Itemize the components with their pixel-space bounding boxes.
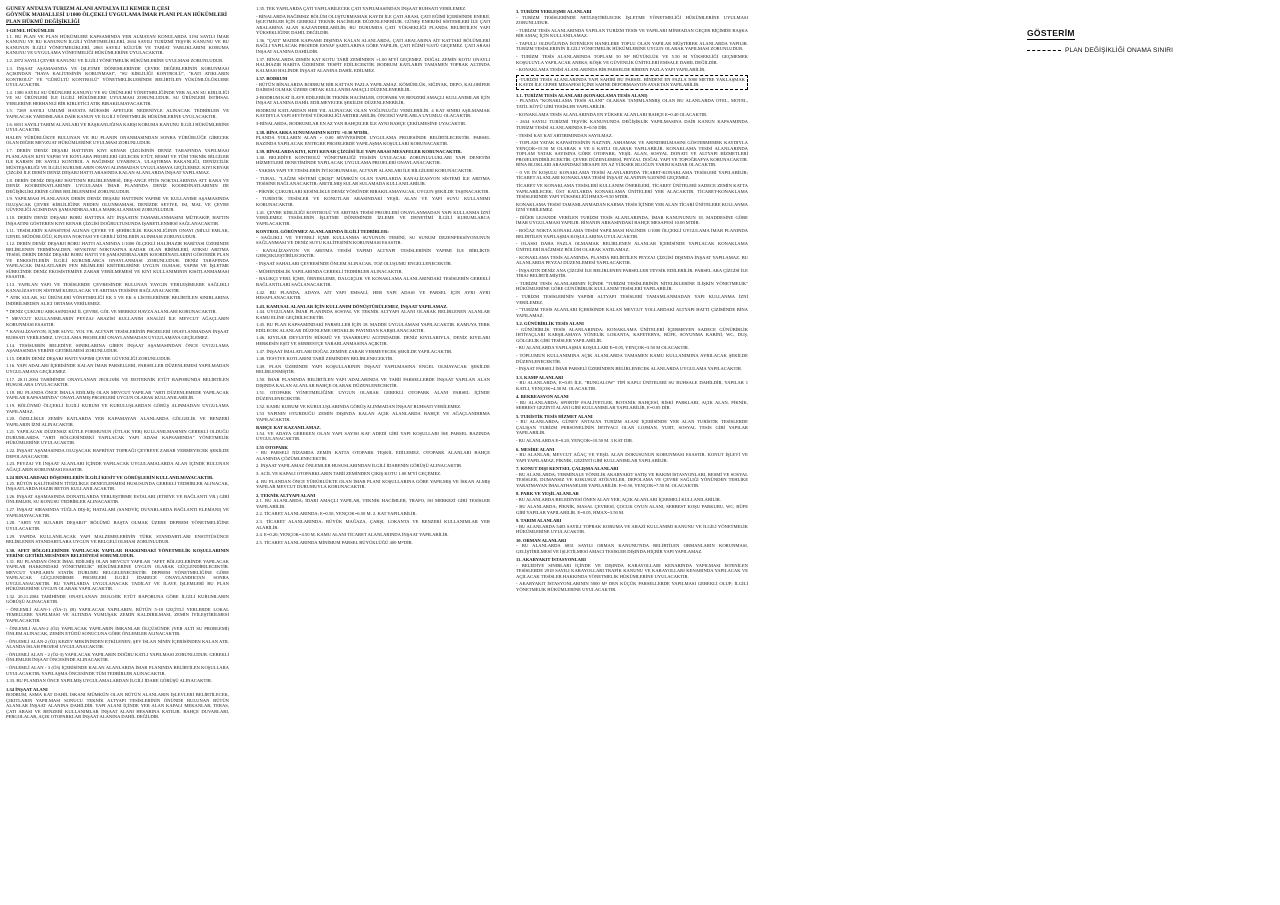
section-heading: BAHÇE KAT KAZANILAMAZ. [256,425,321,431]
clause-paragraph: 1.28. "ARTI VE SULARIN DEŞARJI" BÖLÜMÜ BAŞTA OLMAK ÜZERE DEPREM YÖNETMELİĞİNE UYULACAKTIR. [6,520,229,531]
clause-paragraph: 1.32. 20.11.2004 TARİHİNDE ONAYLANAN JEOLOJİK ETÜT RAPORUNA GÖRE İLGİLİ KURUMLARIN GÖRÜŞÜ ALINACAKTIR. [6,593,229,605]
clause-paragraph: - SAĞLIKLI VE YETERLİ İÇME KULLANMA SUYUNUN TEMİNİ, SU SUNUM DEZENFEKSİYONUNUN SAĞLANMASI VE DENİZ SUYU KALİTESİNİN KORUNMASI ESASTIR. [256,234,490,246]
column-2 [256,6,490,899]
clause-paragraph: - BELEDİYE SINIRLARI İÇİNDE VE DIŞINDA KARAYOLLARI KENARINDA YAPILMASI İSTENİLEN TESİSLERDE 2918 SAYILI KARAYOLLARI TRAFİK KANUNU VE KARAYOLLARI KENARINDA YAPILACAK VE AÇILACAK TESİSLER HAKKINDA YÖNETMELİK HÜKÜMLERİNE UYULACAKTIR. [516,562,748,579]
clause-paragraph: - TAPULU OLDUĞUNDA İSTENİLEN HANELERE TOPLU OLAN YAPILAR MÜŞTEREK ALANLARDA YAPILIR. TURİZM TESİSLERİNİN İLGİLİ YÖNETMELİK HÜKÜMLERİNE UYGUN OLARAK YAPILMASI ZORUNLUDUR. [516,40,748,52]
clause-paragraph: 2-BODRUM KAT İLAVE EDİLEBİLİR TEKNİK HACİMLER, OTOPARK VE BENZERİ AMAÇLI KULLANIMLAR İÇİN İNŞAAT ALANINA DAHİL EDİLMEYECEK ŞEKİLDE DÜZENLENEBİLİR. [256,94,490,106]
clause-paragraph: * DENİZ ÇUKURU ARKASINDAKİ İL ÇEVRE, GÖL VE MERKEZ HAVZA ALANLARI KORUNACAKTIR. [6,308,217,314]
clause-paragraph: - ÖNLEMLİ ALAN-2 (Ö2) KEZEY MEKİNİNDEN ETKİLENEN, ŞEV İSLAN NİNİN İÇERİSİNDEN KALAN ATIL ALANDA İSLAH PROJESİ UYGULANACAKTIR. [6,638,229,650]
section-heading: 1.34 İNŞAAT ALANI [6,686,48,692]
clause-paragraph: BODRUM KATLARDAN HER YIL ALINACAK OLAN YOĞUNLUĞU VERİLEBİLİR. 4 KAT SINIRI AŞILMAMAK KAYDIYLA YAPI SEVİYESİ YÜKSEKLİĞİ ARTIRILABİLİR; ÖNCEKİ YAPILARLA UYUMLU OLACAKTIR. [256,107,490,119]
legend-item [1027,47,1277,54]
clause-paragraph: 2.2. TİCARET ALANLARINDA; E=0.50, YENÇOK=6.50 M. 2. KAT YAPILABİLİR. [256,511,417,517]
column-3-body [516,9,748,592]
clause-paragraph: 1.36. "ÇATI" MADDE KAPSAMI DIŞINDA KALAN ALANLARDA, ÇATI ARALARINA AİT KATTAKİ BÖLÜMLERİ BAĞLI YAPILACAK PROJEDE ESNAF ŞARTLARINA GÖRE YAPILIR, ÇATI EĞİMİ %33'Ü GEÇEMEZ. ÇATI ARASI İNŞAAT ALANINA DAHİLDİR. [256,37,490,54]
clause-paragraph: 1.21. YAPILACAK DÜZENSIZ KÜTLE FORMUNUN (ÜTLAK YER) KULLANILMASININ GEREKLİ OLDUĞU DURUMLARDA "ARTI BÖLGESİNDEKİ YAPILACAK YAPI ADASI KAPSAMINDA" YÖNETMELİK HÜKÜMLERİNE UYULACAKTIR. [6,429,229,446]
clause-paragraph: BODRUM, ASMA KAT DAHİL İSKANI MÜMKÜN OLAN BÜTÜN ALANLARIN İŞLEVLERİ BELİRTİLECEK, ÇIKITLARIN YAPILMASI SONUCU TEKNİK ALTYAPI TESİSLERİNİN ÖNÜNDE BULUNAN BÜTÜN ALANLAR İNŞAAT ALANINA DAHİLDİR. YAPI ALANI İÇİNDE YER ALAN KAPALI MEKANLAR, TERAS, ÇATI ARASI VE BENZERİ KULLANIMLAR İNŞAAT ALANI HESABINA KATILIR. BAHÇE DUVARLARI, PERGOLALAR, AÇIK OTOPARKLAR İNŞAAT ALANINA DAHİL DEĞİLDİR. [6,692,229,720]
clause-paragraph: 1.27. İNŞAAT SIRASINDA TÜĞLA DIŞ-İÇ HATALARI (SANDVİÇ DUVARLARDA BAĞLANTI ELEMANI) VE YAPILMAYACAKTIR. [6,507,229,518]
section-heading: 4. REKREASYON ALANI [516,394,569,400]
section-heading: 1.30. AFET BÖLGELERİNDE YAPILACAK YAPILAR HAKKINDAKİ YÖNETMELİK KOŞULLARININ YERİNE GETİRİLMESİNDEN BELEDİYESİ SORUMLUDUR. [6,547,229,559]
clause-paragraph: 4. BU PLANDAN ÖNCE YÜRÜRLÜKTE OLAN İMAR PLANI KOŞULLARINA GÖRE YAPILMIŞ VE İSKAN ALMIŞ YAPILAR MEVCUT DURUMUYLA KORUNACAKTIR. [256,478,490,490]
clause-paragraph: - BU ALANLARDA YAPILAŞMA KOŞULLARI E=0.05, YENÇOK=3.50 M OLACAKTIR. [516,345,690,351]
clause-paragraph: - BU ALANLARDA E=0.20, YENÇOK=10.50 M. 3 KAT DIR. [516,438,634,443]
clause-paragraph: 2.4. E=0.20; YENÇOK=4.50 M. KAMU ALANI TİCARET ALANLARINDA İNŞAAT YAPILABİLİR. [256,532,449,538]
clause-paragraph: 1.35. TEK YAPILARDA ÇATI YAPILABİLECEK ÇATI YAPILMASINDAN İNŞAAT RUHSATI VERİLEMEZ. [256,6,467,11]
clause-paragraph: KONAKLAMA TESİSİ TAMAMLANMADAN KARMA TESİS İÇİNDE YER ALAN TİCARİ ÜNİTELERE KULLANMA İZNİ VERİLEMEZ. [516,201,748,213]
section-heading: 1.39. BİNALARDA KIYI, KIYI KENAR ÇİZGİSİ İLE YAPI ARASI MESAFELER KORUNACAKTIR. [256,149,462,155]
doc-title-line2: GÖYNÜK MAHALLESİ 1/1000 ÖLÇEKLİ UYGULAMA İMAR PLANI PLAN HÜKÜMLERİ [6,12,228,19]
clause-paragraph: 3. ACİL VE KAPALI OTOPARKLARIN TABİİ ZEMİNDEN ÇIKIŞ KOTU 1.00 M'Yİ GEÇEMEZ. [256,471,442,477]
clause-paragraph: 1.2. 2872 SAYILI ÇEVRE KANUNU VE İLGİLİ YÖNETMELİK HÜKÜMLERİNE UYULMASI ZORUNLUDUR. [6,57,224,63]
clause-paragraph: - TURİZM TESİS ALANLARININ İÇİNDE "TURİZM TESİSLERİNİN NİTELİKLERİNE İLİŞKİN YÖNETMELİK" HÜKÜMLERİNE GÖRE GÜNÜBİRLİK KULLANIM TESİSLERİ YAPILABİLİR. [516,280,748,292]
clause-paragraph: 1.50. İMAR PLANINDA BELİRTİLEN YAPI ADALARINDA VE TABİİ PARSELLERDE İNŞAAT YAPILAN ALAN DIŞINDA KALAN ALANLAR BAHÇE OLARAK DÜZENLENECEKTİR. [256,377,490,388]
clause-paragraph: 1.13. YAPILAN YAPI VE TESİSLERDE ÇEVRESİNDE BULUNAN YAYGIN YERLEŞİMLERE SAĞLIKLI KANALİZASYON SİSTEMİ KURULACAK VE ARITMA TESİSİNE BAĞLANACAKTIR. [6,282,229,293]
clause-paragraph: 3-BİNALARDA, BODRUMLAR EN AZ YAN BAHÇELER İLE AYNI BAHÇE ÇEKİLMESİNE UYACAKTIR. [256,121,467,127]
clause-paragraph: - PİKNİK ÇUKURLARI KESİNLİKLE DENİZ YÖNÜNDE BIRAKILAMAYACAK, UYGUN ŞEKİLDE TAŞINACAKTIR. [256,188,490,194]
clause-paragraph: 1.18. BU PLANDA ÖNCE İMALA EDİLMİŞ OLAN MEVCUT YAPILAR "ARTI DÜZENLEMEDE YAPILACAK YAPILAR KAPSAMINDA" ONAYLANMIŞ PROJELERİ UYGUN OLARAK KULLANILABİLİR. [6,389,229,401]
clause-paragraph: 2.3. TİCARET ALANLARINDA; BÜYÜK MAĞAZA, ÇARŞI, LOKANTA VE BENZERİ KULLANIMLAR YER ALABİLİR. [256,519,490,530]
section-heading: 7. KONUT DIŞI KENTSEL ÇALIŞMA ALANLARI [516,466,619,471]
clause-paragraph: - BU ALANLARDA, E=0.05 İLE, "BUNGALOW" TİPİ KAPLI ÜNİTELERİ SU RUHSALE DAHİLDİR, YAPILAR 1 KATLI, YENÇOK=4.50 M. OLACAKTIR. [516,380,748,391]
clause-paragraph: - 2634 SAYILI TURİZMİ TEŞVİK KANUNUNDA DEĞİŞİKLİK YAPILMASINA DAİR KANUN KAPSAMINDA TURİZM TESİSİ ALANLARINDA E=0.50 DİR. [516,119,748,130]
clause-paragraph: - BU ALANLARDA; SPORTİF FAALİYETLER, BOTANİK BAHÇESİ, RİSKİ PARKLARI, AÇIK ALAN, PİKNİK, SERBEST GEZİNTİ ALANI GİBİ KULLANIMLAR YAPILABİLİR, E=0.05 DİR. [516,399,748,411]
clause-paragraph: 1.10. DERİN DENİZ DEŞARJ BORU HATTINA AİT İNŞAATIN TAMAMLANMASINI MÜTEAKİP, HATTIN İNŞAATINI GÖSTEREN KIYI KENAR ÇİZGİSİ DOĞRULTUSUNDA İŞARETLENMESİ SAĞLANACAKTIR. [6,215,229,226]
legend-title: GÖSTERİM [1027,28,1075,38]
clause-paragraph: - KONAKLAMA TESİS ALANINDA, PLANDA BELİRTİLEN PEYZAJ ÇİZGİSİ DIŞINDA İNŞAAT YAPILAMAZ. BU ALANLARDA PEYZAJ DÜZENLEMESİ YAPILACAKTIR. [516,254,748,265]
clause-paragraph: - BİNALARDA BAĞIMSIZ BÖLÜM OLUŞTURMAMAK KAYDI İLE ÇATI ARASI, ÇATI EĞİMİ İÇERİSİNDE ENERJİ, İŞLETMELER İÇİN GEREKLİ TEKNİK HACİMLER DÜZENLENEBİLİR. GÜNEŞ ENERJİSİ SİSTEMLERİ İLE ÇATI ARALARINA ALAN KAZANDIRILABİLİR; BU DURUMDA ÇATI YÜKSEKLİĞİ PLANDA BELİRTİLEN YAPI YÜKSEKLİĞİNE DAHİL DEĞİLDİR. [256,13,490,36]
clause-paragraph: 1.29. YAPIDA KULLANILACAK YAPI MALZEMELERİNİN TÜRK STANDARTLARI ENSTİTÜSÜNCE BELİRLENEN STANDARTLARA UYGUN VE BELGELİ OLMASI ZORUNLUDUR. [6,533,229,545]
clause-paragraph: - MÜHENDİSLİK YAPILARINDA GEREKLİ TEDBİRLER ALINACAKTIR. [256,268,403,274]
clause-paragraph: - İNŞAATIN DENİZ ANA ÇİZGİSİ İLE BELİRLENEN PARSELLER TEVSİK EDİLEBİLİR. PARSEL ARA ÇİZGİSİ İLE TİRAJ BELİRTİLMİŞTİR. [516,267,748,279]
clause-paragraph: 1.1. BU PLAN VE PLAN HÜKÜMLERİ KAPSAMINDA YER ALMAYAN KONULARDA 3194 SAYILI İMAR KANUNU VE BU KANUNUN İLGİLİ YÖNETMELİKLERİ, 2634 SAYILI TURİZMİ TEŞVİK KANUNU VE BU KANUNUN İLGİLİ YÖNETMELİKLERİ, 2863 SAYILI KÜLTÜR VE TABİAT VARLIKLARINI KORUMA KANUNU VE UYGULAMA YÖNETMELİĞİ HÜKÜMLERİNE UYULACAKTIR. [6,33,229,56]
amended-clause: -TURİZM TESİS ALANLARINDA YAPI SAHİBİ BU PARSEL HİNDENİ EN FAZLA 5000 METRE YAKLAŞMAK KAYDI İLE CEPHE MESAFESİ İÇİNE SAHNE DEFORMASYON AYAKTAN YAPILABİLİR. [516,75,748,90]
clause-paragraph: 1.5. 7269 SAYILI UMUMİ HAYATA MÜESSİR AFETLER NEDENİYLE ALINACAK TEDBİRLER VE YAPILACAK YARDIMLARA DAİR KANUN VE İLGİLİ YÖNETMELİK HÜKÜMLERİNE UYULACAKTIR. [6,108,229,119]
clause-paragraph: 1.45. BU PLAN KAPSAMINDAKİ PARSELLER İÇİN 18. MADDE UYGULAMASI YAPILACAKTIR. KAMUYA TERK EDİLECEK ALANLAR DÜZENLEME ORTAKLIK PAYINDAN KARŞILANACAKTIR. [256,322,490,333]
clause-paragraph: 1.40. BELEDİYE KONTROLÜ YÖNETMELİĞİ TESİSİN UYULACAK ZORUNLULUKLARI YAPI DENETİM HİZMETLERİ DENETİMİNDE YAPILACAK UYGULAMA PROJELERİ ONAYLANACAKTIR. [256,154,490,166]
section-heading: 1.43. KAMUSAL ALANLAR İÇİN KULLANIM DÖNÜŞTÜRÜLEMEZ, İNŞAAT YAPILAMAZ. [256,303,448,309]
clause-paragraph: - PLANDA "KONAKLAMA TESİS ALANI" OLARAK TANIMLANMIŞ OLAN BU ALANLARDA OTEL, MOTEL, TATİL KÖYÜ GİBİ TESİSLER YAPILABİLİR. [516,98,748,109]
clause-paragraph: 1.37. BİNALARDA ZEMİN KAT KOTU TABİİ ZEMİNDEN +1.00 M'Yİ GEÇEMEZ. DOĞAL ZEMİN KOTU ONAYLI HALİHAZIR HARİTA ÜZERİNDE TESPİT EDİLECEKTİR. BODRUM KATLARIN TAMAMEN TOPRAK ALTINDA KALMASI HALİNDE İNŞAAT ALANINA DAHİL EDİLMEZ. [256,56,490,73]
section-heading: 1.38. BİNA ARKA SUNUMASININ KOTU +0.30 M'DİR. [256,129,369,135]
clause-paragraph: - TURİZM TESİSLERİNDE NETLEŞTİRİLECEK İŞLETME YÖNETMELİĞİ HÜKÜMLERİNE UYULMASI ZORUNLUDUR. [516,14,748,25]
section-heading: 3.1. TURİZM TESİS ALANLARI (KONAKLAMA TESİS ALANI) [516,92,648,98]
clause-paragraph: 1.12. DERİN DENİZ DEŞARJI BORU HATTI ALANINDA 1/1000 ÖLÇEKLİ HALİHAZIR HARİTASI ÜZERİNDE BELİRLENEN TERMİNALDEN, SEVKIYAT NOKTASI'NA KADAR OLAN BİRİMLERİ, ATIKSU ARITMA TESİSİ, DERİN DENİZ DEŞARJ BORU HATTI VE ŞAMANDIRALARIN KOORDİNATLARINI GÖSTERİR PLAN VE ENKESİTLERİN İLGİLİ KURUMLARCA ONAYLANMASI ZORUNLUDUR. DENİZ TARAFINDA YAPILACAK İMALATLARIN FEN BİLİMLERİ KRİTERLERİNE UYGUN OLMASI, YAPIM VE İŞLETME SÜRECİNDE DENİZ EKOSİSTEMİNE ZARAR VERİLMEMESİ VE KIYI KULLANIMININ KISITLANMAMASI ESASTIR. [6,241,229,280]
section-heading: 1-GENEL HÜKÜMLER [6,28,55,34]
section-heading: 5. TURİSTİK TESİS HİZMET ALANI [516,413,593,419]
clause-paragraph: 1.31. BU PLANDAN ÖNCE İMAL EDİLMİŞ OLAN MEVCUT YAPILAR "AFET BÖLGELERİNDE YAPILACAK YAPILAR HAKKINDAKİ YÖNETMELİK" HÜKÜMLERİNE UYGUN OLARAK GÜÇLENDİRİLECEKTİR. MEVCUT YAPILARIN STATİK DURUMU BELGELENECEKTİR. DEPREM YÖNETMELİĞİNE GÖRE YAPILACAK GÜÇLENDİRME PROJELERİ İLGİLİ İDARECE ONAYLANDIKTAN SONRA UYGULANACAKTIR. BU YAPILARDA UYGULANACAK TADİLAT VE İLAVE İŞLEMLERİ BU PLAN HÜKÜMLERİNE UYGUN OLARAK YAPILACAKTIR. [6,558,229,592]
clause-paragraph: - YAKMA YAPI VE TESİSLERİN İYİ KORUNMASI, ALTYAPI ALANLARI İLE BİLGİLERİ KORUNACAKTIR. [256,167,473,173]
clause-paragraph: * ATIK SULAR, SU ÜRÜNLERİ YÖNETMELİĞİ EK 5 VE EK 6 LİSTELERİNDE BELİRTİLEN SINIRLARINA İNDİRİLMEDEN ALICI ORTAMA VERİLEMEZ. [6,295,229,306]
legend-item-label: PLAN DEĞİŞİKLİĞİ ONAMA SINIRI [1065,47,1174,54]
clause-paragraph: - TURİSTİK TESİSLER VE KONUTLAR ARASINDAKİ YEŞİL ALAN VE YAPI SUYU KULLANIMI KORUNACAKTIR. [256,196,490,207]
section-heading: KONTROL GÖRÜNMEZ ALANLARINDA İLGİLİ TEDBİRLER: [256,229,389,235]
clause-paragraph: 1.20. ÖZELLİKLE ZEMİN KATLARDA YER KAPAMAYAN ALANLARDA GÖLGELİK VE BENZERİ YAPILARIN İZNİ ALINACAKTIR. [6,416,229,427]
section-heading: 3. TURİZM YERLEŞME ALANLARI [516,9,592,14]
clause-paragraph: - 0 VE İN KOŞULU KONAKLAMA TESİSİ ALANLARINDA TİCARET-KONAKLAMA TESİSLERİ YAPILABİLİR; TİCARET ALANLARI KONAKLAMA TESİSİ İNŞAAT ALANININ %20'SİNİ GEÇEMEZ. [516,169,748,181]
clause-paragraph: 1.26. İNŞAAT AŞAMASINDA DONATILARDA YERLEŞTİRME ESTALARI (ETRİYE VE BAĞLANTI VB.) GİBİ ÖNLEMLER, SU KONUSU TEDBİRLER ALINACAKTIR. [6,493,229,505]
clause-paragraph: - "TURİZM TESİS ALANLARI İÇERİSİNDE KALAN MEVCUT YOLLARDAKİ ALTYAPI HATTI ÇİZİMİNDE BİNA YAPILAMAZ. [516,307,748,318]
clause-paragraph: - TURİZM TESİSLERİNİN YAPIMI ALTYAPI TESİSLERİ TAMAMLANMADAN YAPI KULLANMA İZNİ VERİLEMEZ. [516,294,748,305]
section-heading: 3.3. KAMP ALANLARI [516,374,564,380]
legend [1027,23,1277,54]
section-heading: 10. ORMAN ALANLARI [516,537,567,543]
doc-title-line3: PLAN HÜKMÜ DEĞİŞİKLİĞİ [6,18,80,25]
clause-paragraph: 1.42. BU PLANDA, ADAYA AİT YAPI EMSALİ, HER YAPI ADASI VE PARSEL İÇİN AYRI AYRI HESAPLANACAKTIR. [256,289,490,300]
clause-paragraph: - BU ALANLARDA 5403 SAYILI TOPRAK KORUMA VE ARAZİ KULLANIMI KANUNU VE İLGİLİ YÖNETMELİK HÜKÜMLERİNE UYULACAKTIR. [516,523,748,535]
clause-paragraph: 1.9. YAPILMASI PLANLANAN DERİN DENİZ DEŞARJ HATTININ YAPIMI VE KULLANIMI AŞAMASINDA OLUŞACAK ÇEVRE KİRLİLİĞİNE NEDEN OLUNMAMASI, DENİZDE SEVİYE, ISI, MAL VE ÇEVRE GÜVENLİĞİ ACISINDAN ŞAMANDIRALARLA MARKALANMASI ZORUNLUDUR. [6,196,229,213]
clause-paragraph: - BU ALANLAR; MEVCUT AĞAÇ VE YEŞİL ALAN DOKUSUNUN KORUNMASI ESASTIR. KONUT İŞLEVİ VE YAPI YAPILAMAZ, PİKNİK, GEZİNTİ GİBİ KULLANIMLAR YAPILABİLİR. [516,452,748,463]
clause-paragraph: - ÖNLEMLİ ALAN-1 (ÖA-1) (R) YAPILACAK YAPILARIN, BÜTÜN 5-18 GEÇİTLİ YERLERDE LOKAL TEMELLERE YAPILMASI VE ALTINDA YUMUŞAK ZEMİN KALDIRILMASI, ZEMİN İYİLEŞTİRİLMESİ YAPILACAKTIR. [6,606,229,623]
clause-paragraph: - BU ALANLARDA; GÜNEY ANTALYA TURİZM ALANI İÇERİSİNDE YER ALAN TURİSTİK TESİSLERDE ÇALIŞAN TURİZM PERSONELİNİN İHTİYACI OLAN LOJMAN, YURT, SOSYAL TESİS GİBİ YAPILAR YAPILABİLİR. [516,419,748,436]
clause-paragraph: 1.4. 1380 SAYILI SU ÜRÜNLERİ KANUNU VE SU ÜRÜNLERİ YÖNETMELİĞİNDE YER ALAN SU KİRLİLİĞİ VE SU ÜRÜNLERİ İLE İLGİLİ HÜKÜMLERE UYULMASI ZORUNLUDUR. SU ÜRÜNLERİ İSTİHSAL YERLERİNE HERHANGİ BİR KİRLETİCİ ATIK BIRAKILMAYACAKTIR. [6,89,229,106]
clause-paragraph: - BU ALANLARDA; PİKNİK, MASAL ÇEVRESİ, ÇOCUK OYUN ALANI, SERBEST KOŞU PARKURU, WC, BÜFE GİBİ YAPILAR YAPILABİLİR. E=0.05, HMAX=3.50 M. [516,504,748,515]
section-heading: 6. MESİRE ALANI [516,446,555,452]
clause-paragraph: 1.25. BÜTÜN KALİTESİNİN TİTİZLİKLE DENETLENMESİ HUSUSUNDA GEREKLİ TEDBİRLER ALINACAK, İNŞAATLARDA HAZIR BETON KULLANILACAKTIR. [6,480,229,492]
column-3 [516,6,748,899]
clause-paragraph: - GÜNÜBİRLİK TESİS ALANLARINDA; KONAKLAMA ÜNİTELERİ İÇERMEYEN SADECE GÜNÜBİRLİK İHTİYAÇLARI KARŞILAMAYA YÖNELİK LOKANTA, KAFETERYA, BÜFE, SOYUNMA KABİNİ, WC, DUŞ, GÖLGELİK GİBİ TESİSLER YAPILABİLİR. [516,326,748,343]
clause-paragraph: - BALIKÇI YERİ, İÇME, ÖRNEKLEME, DALGIÇLIK VE KONAKLAMA ALANLARINDAKİ TESİSLERİN GEREKLİ BAĞLANTILARI SAĞLANACAKTIR. [256,276,490,287]
section-heading: 1.55 OTOPARK [256,444,288,450]
section-heading: 1.24 BINALARDAKI DÖŞEMELERİN İLGİLİ KESİT VE GÖRÜŞLERİN KULLANILMAYACAKTIR. [6,475,214,481]
clause-paragraph: 2. İNŞAAT YAPILAMAZ ÖNLEMLER HUSUSLARINDAN İLGİLİ İDARENİN GÖRÜŞÜ ALINACAKTIR. [256,463,463,469]
clause-paragraph: - ÖNLEMLİ ALAN - 2 (Ö2-3) YAPILACAK YAPILARIN DOĞRU KATLI YAPILMASI ZORUNLUDUR. GEREKLİ ÖNLEMLER İNŞAAT ÖNCESİNDE ALINACAKTIR. [6,651,229,663]
clause-paragraph: - OLASSI DAHA FAZLA OLMAMAK BELİRLENEN ALANLAR İÇERİSİNDE YAPILACAK KONAKLAMA ÜNİTELERİ BAĞIMSIZ BÖLÜM OLARAK SATILAMAZ. [516,241,748,252]
clause-paragraph: - BU ALANLARDA BELEDİYESİ ÖNEN ALAN YER, AÇIK ALANLARI İÇERMELİ KULLANILABİLİR. [516,496,721,502]
clause-paragraph: * KANALİZASYON, İÇME SUYU, YOL VB. ALTYAPI TESİSLERİNİN PROJELERİ ONAYLANMADAN İNŞAAT RUHSATI VERİLEMEZ. UYGULAMA PROJELERİ ONAYLANMADAN UYGULAMAYA GEÇİLEMEZ. [6,329,229,340]
clause-paragraph: 1.46. KIYILAR DEVLETİN HÜKMÜ VE TASARRUFU ALTINDADIR. DENİZ KIYILARIYLA, DENİZ KIYILARI HERKESİN EŞİT VE SERBESTÇE YARARLANMASINA AÇIKTIR. [256,335,490,346]
column-2-body [256,6,490,546]
clause-paragraph: 1.47. İNŞAAT İMALATLARI DOĞAL ZEMİNE ZARAR VERMEYECEK ŞEKİLDE YAPILACAKTIR. [256,348,453,354]
clause-paragraph: 1.11. TESİSLERİN KAPASİTESİ ALINAN ÇEVRE VE ŞEHİRCİLİK BAKANLIĞININ ONAYI (MİLLİ EMLAK, GENEL MÜDÜRLÜĞÜ, KINAYA NOKTASI VE GERİLİ İZİNLERİN ALINMASI ZORUNLUDUR. [6,228,229,239]
clause-paragraph: 1.52. KAMU KURUM VE KURULUŞLARINDA GÖRÜŞ ALINMADAN İNŞAAT RUHSATI VERİLEMEZ. [256,403,462,409]
clause-paragraph: 1.15. DERİN DENİZ DEŞARJ HATTI YAPIMI ÇEVRE GÜVENLİĞİ ZORUNLUDUR. [6,355,172,361]
clause-paragraph: - BOĞAZ NOKTA KONAKLAMA TESİSİ YAPILMASI HALİNDE 1/1000 ÖLÇEKLİ UYGULAMA İMAR PLANINDA BELİRTİLEN YAPILAŞMA KOŞULLARINA UYULACAKTIR. [516,228,748,239]
clause-paragraph: 1.17. 20.11.2004 TARİHİNDE ONAYLANAN JEOLOJİK VE JEOTEKNİK ETÜT RAPORUNDA BELİRTİLEN HUSUSLARA UYULACAKTIR. [6,376,229,388]
clause-paragraph: - TOPLAM YATAK KAPASİTESİNİN NAZ'NIN, ASHAMAK VE ARINDIRILMASINI GÖSTERMEMEK KAYDIYLA YENÇOK=15.50 M OLARAK 6 VE 6 KATLI OLARAK YAPILABİLİR. KONAKLAMA TESİSİ ALANLARINDA TOPLAM YATAK SAYISINA GÖRE OTOPARK, YEŞİL ALAN, SOSYAL DONATI VE ALTYAPI HİZMETLERİ PROJELENDİRİLECEKTİR. ÇEVRE DÜZENLEMESİ, PEYZAJ, DOĞAL YAPI VE TOPOĞRAFYA KORUNACAKTIR. BİNA BLOKLARI ARASINDAKİ MESAFE EN AZ YÜKSEK BLOĞUN YARISI KADAR OLACAKTIR. [516,140,748,168]
clause-paragraph: TİCARET VE KONAKLAMA TESİSLERİ KULLANIM ÖNERİLERİ, TİCARET ÜNİTELERİ SADECE ZEMİN KATTA YAPILABİLECEK, ÜST KATLARDA KONAKLAMA ÜNİTELERİ YER ALACAKTIR. TİCARET-KONAKLAMA TESİSLERİNDE YAPI YÜKSEKLİĞİ HMAX=9.50 M'DİR. [516,183,748,200]
clause-paragraph: 1.6. 6831 SAYILI TARIM ALANLARI VE BAŞKANLIĞINA KARŞI KORUMA KANUNU İLGİLİ HÜKÜMLERİNE UYULACAKTIR. [6,121,229,133]
clause-paragraph: 1.14. TESİSLERİN BELEDİYE SINIRLARINA GİREN İNŞAAT AŞAMASINDAN ÖNCE UYGULAMA AŞAMASINDA YERİNE GETİRİLMESİ ZORUNLUDUR. [6,342,229,354]
dashed-boundary-icon [1027,50,1061,51]
clause-paragraph: 1.51. OTOPARK YÖNETMELİĞİNE UYGUN OLARAK GEREKLİ OTOPARK ALANI PARSEL İÇİNDE DÜZENLENECEKTİR. [256,390,490,401]
clause-paragraph: - KANALİZASYON VE ARITMA TESİSİ YAPIMI ALTYAPI TESİSLERİNİN YAPIMI İLE BİRLİKTE GERÇEKLEŞTİRİLECEKTİR. [256,247,490,259]
clause-paragraph: 2.5. TİCARET ALANLARINDA MİNİMUM PARSEL BÜYÜKLÜĞÜ 400 M²'DİR. [256,540,413,545]
clause-paragraph: 1.8. DERİN DENİZ DEŞARJ HATTININ BELİRLENMESİ, DEŞ-ANGE FİTİS NOKTALARINDA ATT KARA VE DENİZ KOORDİNATLARININ UYGULAMA İMAR PLANINDA DENİZ KOORDİNATLARININ DE DEĞİŞİKLİKLERİNE GÖRE BELİRLENMESİ ZORUNLUDUR. [6,177,229,194]
section-heading: 1.37. BODRUM [256,76,288,82]
clause-paragraph: 1.16. YAPI ADALARI İÇERİSİNDE KALAN İMAR PARSELLERİ, PARSELLER DÜZENLEMESİ YAPILMADAN UYGULAMAYA GEÇİLEMEZ. [6,363,229,374]
clause-paragraph: - DİĞER LEJANDE VERİLEN TURİZM TESİS ALANLARINDA, İMAR KANUNUNUN 18. MADDESİNE GÖRE İMAR UYGULAMASI YAPILIR. BİNANIN ARKASINDAKİ BAHÇE MESAFESİ 10.00 M'DİR. [516,214,748,226]
clause-paragraph: - TURİZM TESİS ALANLARINDA YAPILAN TURİZM TESİS VE YAPILARI MİNHADAN GEÇER BİÇİMDE BAŞKA BİR AMAÇ İÇİN KULLANILAMAZ. [516,27,748,39]
clause-paragraph: HALEN YÜRÜRLÜKTE BULUNAN VE BU PLANIN ONANMASINDAN SONRA YÜRÜRLÜĞE GİRECEK OLAN DİĞER MEVZUAT HÜKÜMLERİNE UYULMASI ZORUNLUDUR. [6,134,229,146]
clause-paragraph: 1.22. İNŞAAT AŞAMASINDA OLUŞACAK HAFRİYAT TOPRAĞI ÇEVREYE ZARAR VERMEYECEK ŞEKİLDE DEPOLANACAKTIR. [6,448,229,459]
clause-paragraph: 1.49. PLAN ÜZERİNDE YAPI KOŞULLARININ İNŞAAT YAPILMASINA ENGEL OLMAYACAK ŞEKİLDE BELİRLENMİŞTİR. [256,363,490,375]
clause-paragraph: - İNŞAAT SAHALARI ÇEVRESİNDE ÖNLEM ALINACAK, TOZ OLUŞUMU ENGELLENECEKTİR. [256,260,452,266]
section-heading: 11. AKARYAKIT İSTASYONLARI [516,557,587,563]
clause-paragraph: - BU ALANLARDA; TERMİNALE YÖNELİK AKARYAKIT SATIŞ VE BAKIM İSTASYONLARI, RESMİ VE SOSYAL TESİSLER, DUMANSIZ VE KOKUSUZ ATÖLYELER, DEPOLAMA VE ÇEVRE SAĞLIĞI YÖNÜNDEN TEHLİKE YARATMAYAN İMALATHANELER YAPILABİLİR. E=0.50, YENÇOK=7.50 M. OLACAKTIR. [516,471,748,488]
clause-paragraph: 1.54. VE ADAYA GEREKEN OLAN YAPI SAYISI KAT ADEDİ GİBİ YAPI KOŞULLARI İSE PARSEL BAZINDA UYGULANACAKTIR. [256,430,490,442]
clause-paragraph: - TURAL, "LAĞIM SİSTEMİ ÇIKIŞI" MÜMKÜN OLAN YAPILARDA KANALİZASYON SİSTEMİ İLE ARITMA TESİSİNE BAĞLANACAKTIR; ARITILMIŞ SULAR SULAMADA KULLANILABİLİR. [256,175,490,186]
clause-paragraph: - ÖNLEMLİ ALAN - 3 (Ö3) İÇERİSİNDE KALAN ALANLARDA İMAR PLANINDA BELİRTİLEN KOŞULLARA UYULACAKTIR; YAPILAŞMA ÖNCESİNDE TÜM TEDBİRLER ALINACAKTIR. [6,665,229,676]
clause-paragraph: * MEVCUT KULLANIMLARIN PEYZAJ ARAZİSİ KULLANIM ANALİZİ İLE MEVCUT AĞAÇLARIN KORUNMASI ESASTIR. [6,316,229,327]
column-1-body [6,28,229,720]
clause-paragraph: - AKARYAKIT İSTASYONLARININ 5000 M² DEN KÜÇÜK PARSELLERDE YAPILMASI GEREKLİ OLUP; İLGİLİ YÖNETMELİK HÜKÜMLERİNE UYULACAKTIR. [516,581,748,592]
clause-paragraph: 1.44. UYGULAMA İMAR PLANINDA SOSYAL VE TEKNİK ALTYAPI ALANI OLARAK BELİRLENEN ALANLAR KAMU ELİNE GEÇİRİLECEKTİR. [256,309,490,320]
column-1 [6,6,229,899]
clause-paragraph: - BU PARSELİ NİZAMDA ZEMİN KATTA OTOPARK TEŞKİL EDİLEMEZ. OTOPARK ALANLARI BAHÇE ALANINDA ÇÖZÜMLENECEKTİR. [256,450,490,461]
clause-paragraph: 1.3. İNŞAAT AŞAMASINDA VE İŞLETME DÖNEMLERİNDE ÇEVRE DEĞERLERİNİN KORUNMASI AÇISINDAN "HAVA KALİTESİNİN KORUNMASI", "SU KİRLİLİĞİ KONTROLÜ", "KATI ATIKLARIN KONTROLÜ" VE "GÜRÜLTÜ KONTROLÜ" YÖNETMELİKLERİNDE BELİRTİLEN YÜKÜMLÜLÜKLERE UYULACAKTIR. [6,65,229,88]
section-heading: 9. TARIM ALANLARI [516,518,562,524]
clause-paragraph: 1.7. DERİN DENİZ DEŞARJ HATTININ KIYI KENAR ÇİZGİSİNİN DENİZ TARAFINDA YAPILMASI PLANLANAN KIYI YAPISI VE KOYLARA PROJELERİ GELECEK ETÜT, RESMİ VE TÜM TEKNİK BİLGİLER ILE KARSIN DE SAYILI KONTROL A BAĞIMSIZ UYARINCA, ULAŞTIRMA BAKANLIĞI, DENİZCİLİK MÜSTEŞARLIĞI VE İLGİLİ KURUMLARIN ONAYI ALINMADAN UYGULAMAYA GEÇİLEMEZ. KIYI KENAR ÇİZGİSİ İLE DERİN DENİZ DEŞARJ HATTI ARASINDA KALAN ALANLARDA İNŞAAT YAPILAMAZ. [6,148,229,176]
section-heading: 2. TEKNİK ALTYAPI ALANI [256,492,316,498]
clause-paragraph: - KONAKLAMA TESİSİ ALANLARINDA BİR PARSELDE BİRDEN FAZLA YAPI YAPILABİLİR. [516,67,706,73]
clause-paragraph: 1.53 YAPININ OTURDUĞU ZEMİN DIŞINDA KALAN AÇIK ALANLARDA BAHÇE VE AĞAÇLANDIRMA YAPILACAKTIR. [256,411,490,422]
clause-paragraph: - TURİZM TESİS ALANLARINDA TOPLAM 50 M² BÜYÜKLÜK VE 5.50 M YÜKSEKLİĞİ GEÇMEMEK KOŞULUYLA YAPILACAK ANEKS, KÖŞK VE GÜVENLİK ÜNİTELERİ EMSALE DAHİL DEĞİLDİR. [516,54,748,65]
clause-paragraph: - ÖNLEMLİ ALAN-2 (Ö2) YAPILACAK YAPILARIN İMKANLAR ÖLÇÜSÜNDE (YER ALTI SU PROBLEMİ) ÖNLEM ALINACAK, ZEMİN ETÜDÜ SONUCUNA GÖRE ÖNLEMLER ALINACAKTIR. [6,625,229,637]
section-heading: 8. PARK VE YEŞİL ALANLAR [516,491,579,496]
clause-paragraph: 1.19. BÖLÜNMÜ ÖLÇEKLİ İLGİLİ KURUM VE KURULUŞLARDAN GÖRÜŞ ALINMADAN UYGULAMA YAPILAMAZ. [6,403,229,414]
clause-paragraph: 1.33. BU PLANDAN ÖNCE YAPILMIŞ UYGULAMALARDAN İLGİLİ İDARE GÖRÜŞÜ ALINACAKTIR. [6,678,213,684]
clause-paragraph: 1.23. PEYZAJ VE İNŞAAT ALANLARI İÇİNDE YAPILACAK UYGULAMALARDA ALAN İÇİNDE BULUNAN AĞAÇLARIN KORUNMASI ESASTIR. [6,461,229,472]
clause-paragraph: - TESİSİ KAT KAT ARTIRIMINDAN SAYILMAZ. [516,132,613,138]
clause-paragraph: - BU ALANLARDA 6831 SAYILI ORMAN KANUNU'NDA BELİRTİLEN ORMANLARIN KORUNMASI, GELİŞTİRİLMESİ VE İŞLETİLMESİ AMACI TESİSLER DIŞINDA HİÇBİR YAPI YAPILAMAZ. [516,543,748,554]
clause-paragraph: - İNŞAAT PARSELİ İMAR PARSELİ ÜZERİNDEN BELİRLENECEK ALANLARDA UYGULAMA YAPILACAKTIR. [516,366,743,372]
clause-paragraph: 1.48. TESVİYE KOTLARINI TABİİ ZEMİNDEN BELİRLENECEKTİR. [256,356,394,362]
clause-paragraph: - BÜTÜN BİNALARDA BODRUM BİR KATTAN FAZLA YAPILAMAZ. KÖMÜRLÜK, SIĞINAK, DEPO, KALORİFER DAİRESİ OLMAK ÜZERE ORTAK KULLANIM AMAÇLI DÜZENLENEBİLİR. [256,81,490,93]
clause-paragraph: PLANDA YOLLARIN ALAN + 0.00 SEVİYESİNDE UYGULAMA PROJESİNDE BELİRTİLECEKTİR. PARSEL BAZINDA YAPILACAK ENTEGRE PROJELERDE YAPILAŞMA KOŞULLARI KORUNACAKTIR. [256,135,490,146]
doc-title-line1: GÜNEY ANTALYA TURİZM ALANI ANTALYA İLİ KEMER İLÇESİ [6,6,170,12]
clause-paragraph: 2.1. BU ALANLARDA; İDARİ AMAÇLI YAPILAR, TEKNİK HACİMLER, TRAFO, ISI MERKEZİ GİBİ TESİSLER YAPILABİLİR. [256,498,490,509]
clause-paragraph: 1.41. ÇEVRE KİRLİLİĞİ KONTROLÜ VE ARITMA TESİSİ PROJELERİ ONAYLANMADAN YAPI KULLANMA İZNİ VERİLEMEZ. TESİSLERİN İŞLETME DÖNEMİNDE İZLEME VE DENETİMİ İLGİLİ KURUMLARCA YAPILACAKTIR. [256,209,490,226]
clause-paragraph: - TOPLUMUN KULLANIMINA AÇIK ALANLARDA TAMAMEN KAMU KULLANIMINA AYRILACAK ŞEKİLDE DÜZENLENECEKTİR. [516,353,748,364]
clause-paragraph: - KONAKLAMA TESİS ALANLARINDA EN YÜKSEK ALANLARI BAHÇE E=0.40 OLACAKTIR. [516,111,708,117]
section-heading: 3.2. GÜNÜBİRLİK TESİS ALANI [516,321,584,327]
